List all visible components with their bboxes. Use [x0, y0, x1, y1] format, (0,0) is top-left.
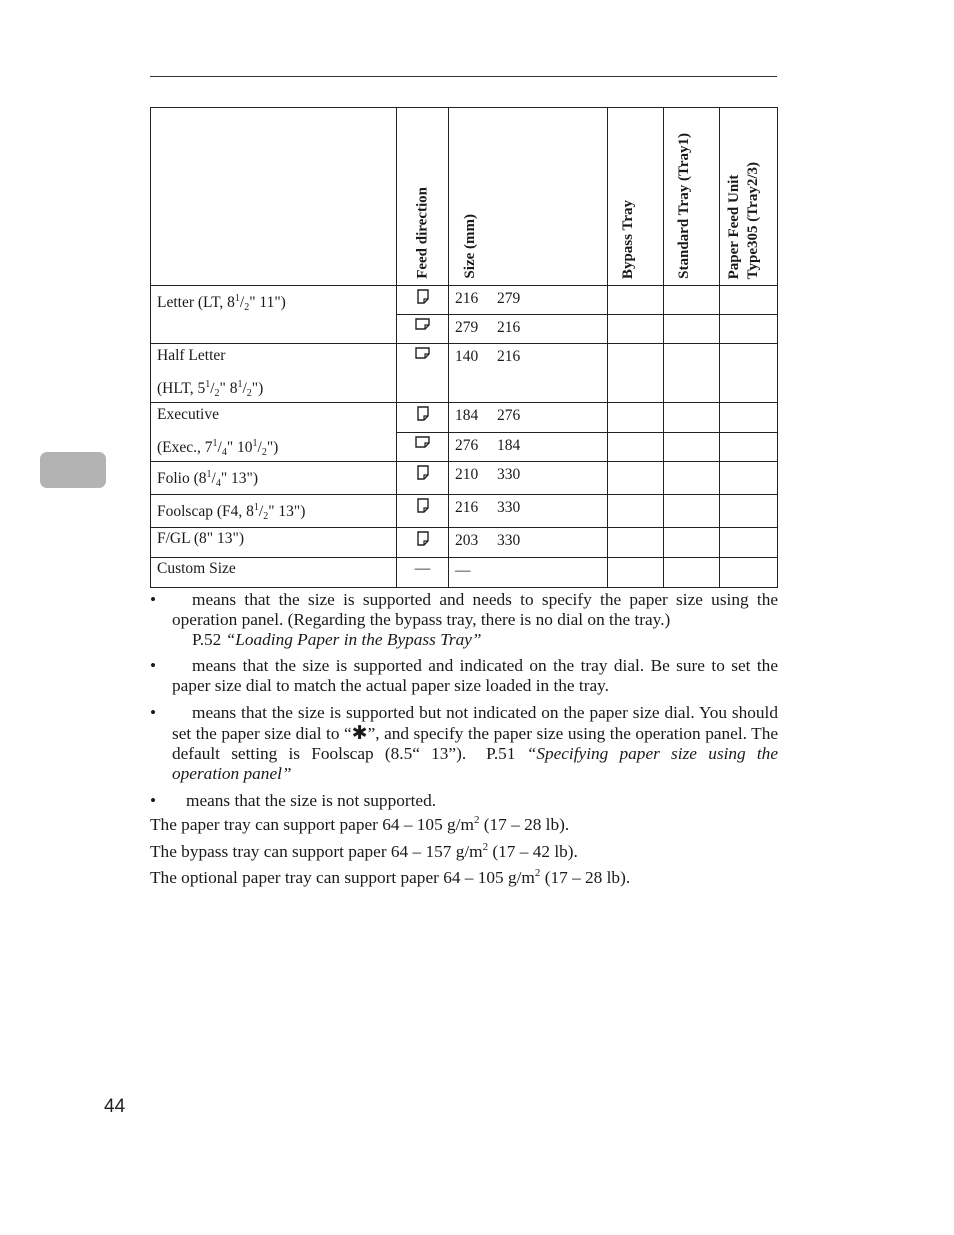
size-cell: 140 216	[449, 344, 608, 403]
size-cell: 279 216	[449, 315, 608, 344]
feed-cell	[397, 495, 449, 528]
standard-cell	[664, 432, 720, 462]
bypass-cell	[608, 286, 664, 315]
table-header-row	[151, 108, 778, 286]
bypass-cell	[608, 462, 664, 495]
bypass-cell	[608, 495, 664, 528]
header-blank	[151, 108, 397, 286]
feed-unit-cell	[720, 344, 778, 403]
table-row	[151, 495, 778, 528]
bypass-cell	[608, 403, 664, 433]
portrait-sheet-icon	[417, 498, 429, 513]
page-number: 44	[104, 1096, 126, 1117]
table-row	[151, 286, 778, 315]
header-size: Size (mm)	[449, 108, 608, 286]
paper-size-table	[150, 107, 778, 588]
standard-cell	[664, 495, 720, 528]
feed-cell	[397, 462, 449, 495]
standard-cell	[664, 403, 720, 433]
feed-cell	[397, 528, 449, 558]
header-paper-feed-unit: Paper Feed Unit Type305 (Tray2/3)	[720, 108, 778, 286]
standard-cell	[664, 315, 720, 344]
bypass-cell	[608, 432, 664, 462]
size-cell: 276 184	[449, 432, 608, 462]
portrait-sheet-icon	[417, 465, 429, 480]
size-cell: 216 279	[449, 286, 608, 315]
legend-notes	[150, 590, 778, 811]
portrait-sheet-icon	[417, 406, 429, 421]
note-not-supported: • means that the size is not supported.	[150, 791, 437, 810]
feed-unit-cell	[720, 558, 778, 588]
table-row	[151, 344, 778, 403]
header-rule	[150, 76, 777, 77]
paper-weight-optional-tray: The optional paper tray can support paper 64 – 105 $g/m^2$ (17 – 28 lb).	[150, 867, 631, 887]
header-feed-direction: Feed direction	[397, 108, 449, 286]
size-cell: 184 276	[449, 403, 608, 433]
note-not-on-dial: • means that the size is supported but not indicated on the paper size dial. You should set the paper size dial to “✱”, and specify the paper size using the operation panel. The default setting is Foolscap (8.5“ 13”). P.51 “Specifying paper size using the operation panel”	[150, 703, 779, 783]
row-label-folio: Folio ($8^1/4$" 13")	[151, 462, 397, 495]
bypass-cell	[608, 528, 664, 558]
row-label-letter: Letter (LT, $8^1/2$" 11")	[151, 286, 397, 344]
feed-unit-cell	[720, 432, 778, 462]
landscape-sheet-icon	[415, 436, 430, 448]
portrait-sheet-icon	[417, 531, 429, 546]
note-dial-indicated: • means that the size is supported and indicated on the tray dial. Be sure to set the paper size dial to match the actual paper size loaded in the tray.	[150, 656, 778, 695]
feed-cell	[397, 315, 449, 344]
landscape-sheet-icon	[415, 318, 430, 330]
feed-cell	[397, 403, 449, 433]
row-label-custom: Custom Size	[151, 558, 397, 588]
standard-cell	[664, 558, 720, 588]
size-cell: 216 330	[449, 495, 608, 528]
standard-cell	[664, 528, 720, 558]
note-panel-specified: • means that the size is supported and needs to specify the paper size using the operation panel. (Regarding the bypass tray, there is no dial on the tray.) P.52 “Loading Paper in the Bypass Tray”	[150, 590, 778, 649]
row-label-fgl: F/GL (8" 13")	[151, 528, 397, 558]
row-label-foolscap: Foolscap (F4, $8^1/2$" 13")	[151, 495, 397, 528]
size-cell: —	[449, 558, 608, 588]
feed-unit-cell	[720, 286, 778, 315]
size-cell: 210 330	[449, 462, 608, 495]
standard-cell	[664, 462, 720, 495]
table-row	[151, 558, 778, 588]
table-row	[151, 462, 778, 495]
table-row	[151, 403, 778, 433]
feed-unit-cell	[720, 315, 778, 344]
row-label-executive: Executive (Exec., $7^1/4$" $10^1/2$")	[151, 403, 397, 462]
feed-unit-cell	[720, 462, 778, 495]
feed-cell	[397, 432, 449, 462]
chapter-tab	[40, 452, 106, 488]
standard-cell	[664, 286, 720, 315]
header-bypass-tray: Bypass Tray	[608, 108, 664, 286]
feed-cell: —	[397, 558, 449, 588]
standard-cell	[664, 344, 720, 403]
feed-cell	[397, 286, 449, 315]
paper-weight-main-tray: The paper tray can support paper 64 – 105 $g/m^2$ (17 – 28 lb).	[150, 814, 570, 834]
feed-unit-cell	[720, 528, 778, 558]
landscape-sheet-icon	[415, 347, 430, 359]
header-standard-tray: Standard Tray (Tray1)	[664, 108, 720, 286]
portrait-sheet-icon	[417, 289, 429, 304]
bypass-cell	[608, 315, 664, 344]
feed-unit-cell	[720, 495, 778, 528]
bypass-cell	[608, 558, 664, 588]
size-cell: 203 330	[449, 528, 608, 558]
paper-weight-bypass-tray: The bypass tray can support paper 64 – 157 $g/m^2$ (17 – 42 lb).	[150, 841, 578, 861]
feed-unit-cell	[720, 403, 778, 433]
feed-cell	[397, 344, 449, 403]
table-row	[151, 528, 778, 558]
bypass-cell	[608, 344, 664, 403]
asterisk-dial-icon: ✱	[351, 722, 368, 744]
row-label-half-letter: Half Letter (HLT, $5^1/2$" $8^1/2$")	[151, 344, 397, 403]
